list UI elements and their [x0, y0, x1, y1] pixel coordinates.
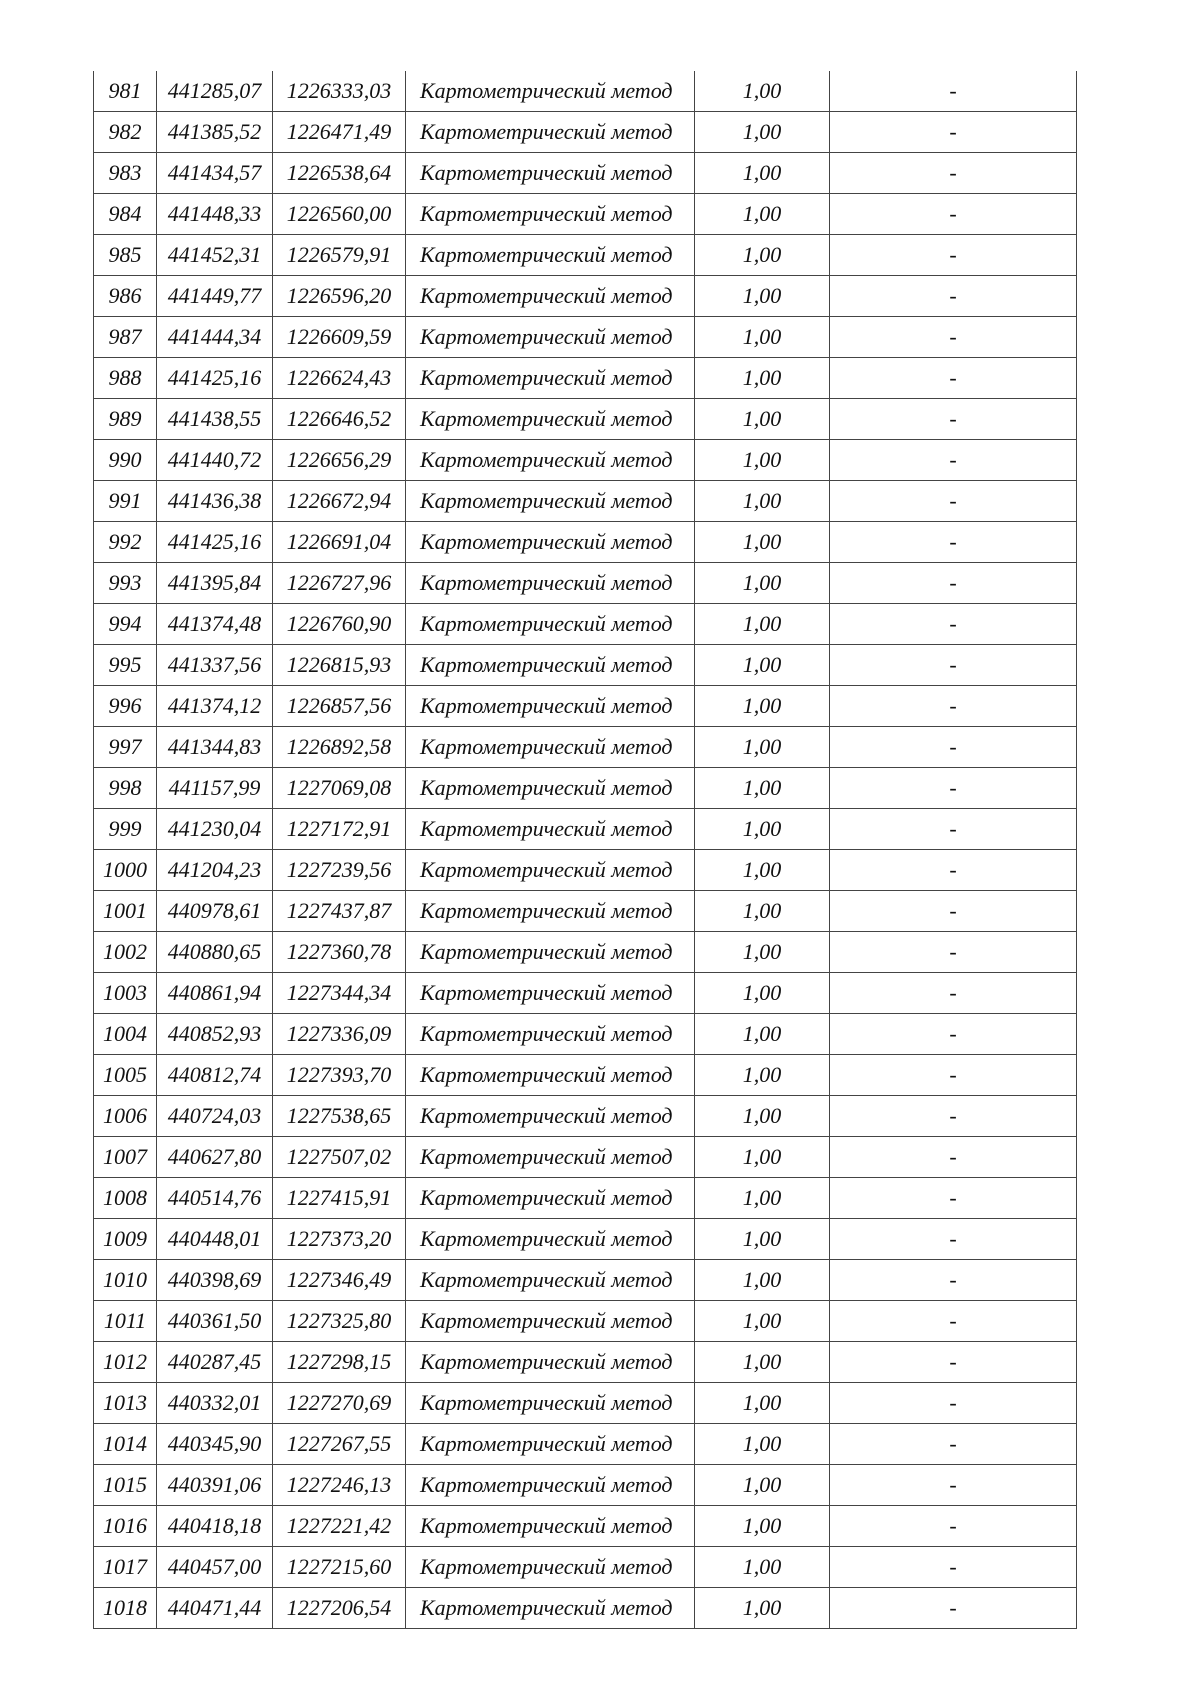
point-number-cell: 1016 [94, 1506, 157, 1547]
note-cell: - [830, 1465, 1077, 1506]
y-coordinate-cell: 1227538,65 [273, 1096, 406, 1137]
accuracy-cell: 1,00 [695, 932, 830, 973]
note-cell: - [830, 440, 1077, 481]
y-coordinate-cell: 1227215,60 [273, 1547, 406, 1588]
y-coordinate-cell: 1227270,69 [273, 1383, 406, 1424]
y-coordinate-cell: 1227325,80 [273, 1301, 406, 1342]
note-cell: - [830, 1219, 1077, 1260]
y-coordinate-cell: 1227221,42 [273, 1506, 406, 1547]
x-coordinate-cell: 441230,04 [157, 809, 273, 850]
accuracy-cell: 1,00 [695, 440, 830, 481]
table-row [94, 1424, 1077, 1465]
y-coordinate-cell: 1227239,56 [273, 850, 406, 891]
accuracy-cell: 1,00 [695, 1383, 830, 1424]
method-cell: Картометрический метод [406, 358, 695, 399]
x-coordinate-cell: 440391,06 [157, 1465, 273, 1506]
accuracy-cell: 1,00 [695, 1014, 830, 1055]
y-coordinate-cell: 1226672,94 [273, 481, 406, 522]
method-cell: Картометрический метод [406, 1260, 695, 1301]
point-number-cell: 987 [94, 317, 157, 358]
method-cell: Картометрический метод [406, 727, 695, 768]
note-cell: - [830, 1588, 1077, 1629]
y-coordinate-cell: 1226815,93 [273, 645, 406, 686]
table-row [94, 276, 1077, 317]
table-row [94, 194, 1077, 235]
point-number-cell: 1007 [94, 1137, 157, 1178]
note-cell: - [830, 809, 1077, 850]
note-cell: - [830, 932, 1077, 973]
accuracy-cell: 1,00 [695, 112, 830, 153]
accuracy-cell: 1,00 [695, 522, 830, 563]
table-row [94, 1055, 1077, 1096]
table-row [94, 645, 1077, 686]
point-number-cell: 984 [94, 194, 157, 235]
note-cell: - [830, 399, 1077, 440]
accuracy-cell: 1,00 [695, 768, 830, 809]
y-coordinate-cell: 1226579,91 [273, 235, 406, 276]
method-cell: Картометрический метод [406, 1096, 695, 1137]
point-number-cell: 988 [94, 358, 157, 399]
accuracy-cell: 1,00 [695, 727, 830, 768]
accuracy-cell: 1,00 [695, 1424, 830, 1465]
point-number-cell: 1001 [94, 891, 157, 932]
y-coordinate-cell: 1227246,13 [273, 1465, 406, 1506]
table-row [94, 604, 1077, 645]
point-number-cell: 989 [94, 399, 157, 440]
y-coordinate-cell: 1227267,55 [273, 1424, 406, 1465]
method-cell: Картометрический метод [406, 1055, 695, 1096]
y-coordinate-cell: 1227172,91 [273, 809, 406, 850]
x-coordinate-cell: 440361,50 [157, 1301, 273, 1342]
note-cell: - [830, 1301, 1077, 1342]
y-coordinate-cell: 1226646,52 [273, 399, 406, 440]
method-cell: Картометрический метод [406, 645, 695, 686]
table-row [94, 440, 1077, 481]
accuracy-cell: 1,00 [695, 399, 830, 440]
y-coordinate-cell: 1227344,34 [273, 973, 406, 1014]
table-row [94, 973, 1077, 1014]
x-coordinate-cell: 441438,55 [157, 399, 273, 440]
method-cell: Картометрический метод [406, 153, 695, 194]
y-coordinate-cell: 1227298,15 [273, 1342, 406, 1383]
table-row [94, 1506, 1077, 1547]
y-coordinate-cell: 1226560,00 [273, 194, 406, 235]
note-cell: - [830, 194, 1077, 235]
table-row [94, 1465, 1077, 1506]
x-coordinate-cell: 440812,74 [157, 1055, 273, 1096]
method-cell: Картометрический метод [406, 809, 695, 850]
y-coordinate-cell: 1226609,59 [273, 317, 406, 358]
point-number-cell: 1012 [94, 1342, 157, 1383]
y-coordinate-cell: 1227360,78 [273, 932, 406, 973]
table-row [94, 563, 1077, 604]
x-coordinate-cell: 441204,23 [157, 850, 273, 891]
table-row [94, 481, 1077, 522]
method-cell: Картометрический метод [406, 932, 695, 973]
y-coordinate-cell: 1226857,56 [273, 686, 406, 727]
method-cell: Картометрический метод [406, 563, 695, 604]
table-row [94, 71, 1077, 112]
x-coordinate-cell: 440418,18 [157, 1506, 273, 1547]
accuracy-cell: 1,00 [695, 276, 830, 317]
method-cell: Картометрический метод [406, 1178, 695, 1219]
accuracy-cell: 1,00 [695, 891, 830, 932]
x-coordinate-cell: 441374,12 [157, 686, 273, 727]
table-row [94, 932, 1077, 973]
method-cell: Картометрический метод [406, 1137, 695, 1178]
x-coordinate-cell: 441157,99 [157, 768, 273, 809]
y-coordinate-cell: 1227069,08 [273, 768, 406, 809]
table-row [94, 1137, 1077, 1178]
note-cell: - [830, 891, 1077, 932]
method-cell: Картометрический метод [406, 71, 695, 112]
method-cell: Картометрический метод [406, 522, 695, 563]
y-coordinate-cell: 1226538,64 [273, 153, 406, 194]
point-number-cell: 1008 [94, 1178, 157, 1219]
note-cell: - [830, 1383, 1077, 1424]
accuracy-cell: 1,00 [695, 71, 830, 112]
accuracy-cell: 1,00 [695, 1096, 830, 1137]
method-cell: Картометрический метод [406, 276, 695, 317]
note-cell: - [830, 153, 1077, 194]
x-coordinate-cell: 440332,01 [157, 1383, 273, 1424]
accuracy-cell: 1,00 [695, 645, 830, 686]
x-coordinate-cell: 440861,94 [157, 973, 273, 1014]
note-cell: - [830, 1096, 1077, 1137]
x-coordinate-cell: 441425,16 [157, 522, 273, 563]
table-row [94, 1096, 1077, 1137]
x-coordinate-cell: 441436,38 [157, 481, 273, 522]
y-coordinate-cell: 1226727,96 [273, 563, 406, 604]
y-coordinate-cell: 1226333,03 [273, 71, 406, 112]
x-coordinate-cell: 441444,34 [157, 317, 273, 358]
point-number-cell: 995 [94, 645, 157, 686]
note-cell: - [830, 1014, 1077, 1055]
point-number-cell: 997 [94, 727, 157, 768]
accuracy-cell: 1,00 [695, 153, 830, 194]
accuracy-cell: 1,00 [695, 1301, 830, 1342]
point-number-cell: 994 [94, 604, 157, 645]
y-coordinate-cell: 1227393,70 [273, 1055, 406, 1096]
method-cell: Картометрический метод [406, 1588, 695, 1629]
y-coordinate-cell: 1226691,04 [273, 522, 406, 563]
point-number-cell: 1009 [94, 1219, 157, 1260]
point-number-cell: 1003 [94, 973, 157, 1014]
point-number-cell: 1017 [94, 1547, 157, 1588]
point-number-cell: 993 [94, 563, 157, 604]
x-coordinate-cell: 441434,57 [157, 153, 273, 194]
accuracy-cell: 1,00 [695, 1260, 830, 1301]
point-number-cell: 999 [94, 809, 157, 850]
accuracy-cell: 1,00 [695, 1137, 830, 1178]
table-row [94, 153, 1077, 194]
accuracy-cell: 1,00 [695, 563, 830, 604]
y-coordinate-cell: 1227346,49 [273, 1260, 406, 1301]
point-number-cell: 1015 [94, 1465, 157, 1506]
method-cell: Картометрический метод [406, 1342, 695, 1383]
note-cell: - [830, 1342, 1077, 1383]
note-cell: - [830, 317, 1077, 358]
note-cell: - [830, 686, 1077, 727]
method-cell: Картометрический метод [406, 399, 695, 440]
accuracy-cell: 1,00 [695, 1342, 830, 1383]
point-number-cell: 992 [94, 522, 157, 563]
table-row [94, 1014, 1077, 1055]
method-cell: Картометрический метод [406, 235, 695, 276]
point-number-cell: 983 [94, 153, 157, 194]
table-row [94, 1547, 1077, 1588]
method-cell: Картометрический метод [406, 604, 695, 645]
point-number-cell: 1010 [94, 1260, 157, 1301]
table-row [94, 1178, 1077, 1219]
method-cell: Картометрический метод [406, 194, 695, 235]
accuracy-cell: 1,00 [695, 686, 830, 727]
accuracy-cell: 1,00 [695, 1547, 830, 1588]
table-row [94, 768, 1077, 809]
x-coordinate-cell: 441285,07 [157, 71, 273, 112]
method-cell: Картометрический метод [406, 1547, 695, 1588]
accuracy-cell: 1,00 [695, 850, 830, 891]
table-row [94, 235, 1077, 276]
point-number-cell: 1014 [94, 1424, 157, 1465]
method-cell: Картометрический метод [406, 1301, 695, 1342]
point-number-cell: 1018 [94, 1588, 157, 1629]
note-cell: - [830, 563, 1077, 604]
x-coordinate-cell: 440471,44 [157, 1588, 273, 1629]
y-coordinate-cell: 1227373,20 [273, 1219, 406, 1260]
y-coordinate-cell: 1226471,49 [273, 112, 406, 153]
accuracy-cell: 1,00 [695, 317, 830, 358]
table-row [94, 522, 1077, 563]
x-coordinate-cell: 440287,45 [157, 1342, 273, 1383]
accuracy-cell: 1,00 [695, 1506, 830, 1547]
note-cell: - [830, 71, 1077, 112]
x-coordinate-cell: 441425,16 [157, 358, 273, 399]
method-cell: Картометрический метод [406, 686, 695, 727]
note-cell: - [830, 522, 1077, 563]
table-row [94, 850, 1077, 891]
y-coordinate-cell: 1226760,90 [273, 604, 406, 645]
accuracy-cell: 1,00 [695, 1588, 830, 1629]
y-coordinate-cell: 1226596,20 [273, 276, 406, 317]
note-cell: - [830, 604, 1077, 645]
accuracy-cell: 1,00 [695, 481, 830, 522]
y-coordinate-cell: 1226624,43 [273, 358, 406, 399]
x-coordinate-cell: 440345,90 [157, 1424, 273, 1465]
method-cell: Картометрический метод [406, 1506, 695, 1547]
table-row [94, 358, 1077, 399]
table-row [94, 727, 1077, 768]
method-cell: Картометрический метод [406, 973, 695, 1014]
accuracy-cell: 1,00 [695, 1219, 830, 1260]
accuracy-cell: 1,00 [695, 358, 830, 399]
point-number-cell: 1000 [94, 850, 157, 891]
coordinates-table [93, 71, 1077, 1629]
table-row [94, 112, 1077, 153]
note-cell: - [830, 1506, 1077, 1547]
point-number-cell: 981 [94, 71, 157, 112]
x-coordinate-cell: 441449,77 [157, 276, 273, 317]
method-cell: Картометрический метод [406, 1465, 695, 1506]
x-coordinate-cell: 441385,52 [157, 112, 273, 153]
accuracy-cell: 1,00 [695, 235, 830, 276]
note-cell: - [830, 727, 1077, 768]
x-coordinate-cell: 440724,03 [157, 1096, 273, 1137]
method-cell: Картометрический метод [406, 1383, 695, 1424]
table-row [94, 1301, 1077, 1342]
note-cell: - [830, 1424, 1077, 1465]
note-cell: - [830, 481, 1077, 522]
table-row [94, 686, 1077, 727]
note-cell: - [830, 1137, 1077, 1178]
x-coordinate-cell: 440514,76 [157, 1178, 273, 1219]
accuracy-cell: 1,00 [695, 194, 830, 235]
x-coordinate-cell: 441337,56 [157, 645, 273, 686]
method-cell: Картометрический метод [406, 768, 695, 809]
x-coordinate-cell: 440852,93 [157, 1014, 273, 1055]
x-coordinate-cell: 441344,83 [157, 727, 273, 768]
point-number-cell: 982 [94, 112, 157, 153]
note-cell: - [830, 1260, 1077, 1301]
method-cell: Картометрический метод [406, 440, 695, 481]
point-number-cell: 1006 [94, 1096, 157, 1137]
y-coordinate-cell: 1227206,54 [273, 1588, 406, 1629]
table-row [94, 1342, 1077, 1383]
note-cell: - [830, 112, 1077, 153]
accuracy-cell: 1,00 [695, 973, 830, 1014]
point-number-cell: 986 [94, 276, 157, 317]
point-number-cell: 985 [94, 235, 157, 276]
point-number-cell: 1002 [94, 932, 157, 973]
method-cell: Картометрический метод [406, 850, 695, 891]
note-cell: - [830, 973, 1077, 1014]
point-number-cell: 996 [94, 686, 157, 727]
x-coordinate-cell: 440448,01 [157, 1219, 273, 1260]
method-cell: Картометрический метод [406, 891, 695, 932]
y-coordinate-cell: 1226892,58 [273, 727, 406, 768]
accuracy-cell: 1,00 [695, 1055, 830, 1096]
note-cell: - [830, 235, 1077, 276]
note-cell: - [830, 768, 1077, 809]
y-coordinate-cell: 1227437,87 [273, 891, 406, 932]
point-number-cell: 1013 [94, 1383, 157, 1424]
table-row [94, 399, 1077, 440]
accuracy-cell: 1,00 [695, 1465, 830, 1506]
method-cell: Картометрический метод [406, 1014, 695, 1055]
table-row [94, 891, 1077, 932]
table-row [94, 1260, 1077, 1301]
x-coordinate-cell: 441448,33 [157, 194, 273, 235]
point-number-cell: 1005 [94, 1055, 157, 1096]
method-cell: Картометрический метод [406, 112, 695, 153]
method-cell: Картометрический метод [406, 317, 695, 358]
table-row [94, 1219, 1077, 1260]
x-coordinate-cell: 441395,84 [157, 563, 273, 604]
note-cell: - [830, 850, 1077, 891]
table-row [94, 809, 1077, 850]
x-coordinate-cell: 440978,61 [157, 891, 273, 932]
y-coordinate-cell: 1227507,02 [273, 1137, 406, 1178]
note-cell: - [830, 1547, 1077, 1588]
accuracy-cell: 1,00 [695, 1178, 830, 1219]
method-cell: Картометрический метод [406, 481, 695, 522]
point-number-cell: 1004 [94, 1014, 157, 1055]
x-coordinate-cell: 440457,00 [157, 1547, 273, 1588]
note-cell: - [830, 1178, 1077, 1219]
point-number-cell: 990 [94, 440, 157, 481]
x-coordinate-cell: 441440,72 [157, 440, 273, 481]
coordinates-table-body [94, 71, 1077, 1629]
table-row [94, 1588, 1077, 1629]
x-coordinate-cell: 441452,31 [157, 235, 273, 276]
note-cell: - [830, 1055, 1077, 1096]
accuracy-cell: 1,00 [695, 604, 830, 645]
x-coordinate-cell: 440627,80 [157, 1137, 273, 1178]
method-cell: Картометрический метод [406, 1424, 695, 1465]
note-cell: - [830, 358, 1077, 399]
point-number-cell: 998 [94, 768, 157, 809]
point-number-cell: 1011 [94, 1301, 157, 1342]
note-cell: - [830, 276, 1077, 317]
point-number-cell: 991 [94, 481, 157, 522]
y-coordinate-cell: 1226656,29 [273, 440, 406, 481]
x-coordinate-cell: 440398,69 [157, 1260, 273, 1301]
table-row [94, 1383, 1077, 1424]
table-row [94, 317, 1077, 358]
y-coordinate-cell: 1227336,09 [273, 1014, 406, 1055]
y-coordinate-cell: 1227415,91 [273, 1178, 406, 1219]
note-cell: - [830, 645, 1077, 686]
accuracy-cell: 1,00 [695, 809, 830, 850]
x-coordinate-cell: 440880,65 [157, 932, 273, 973]
x-coordinate-cell: 441374,48 [157, 604, 273, 645]
method-cell: Картометрический метод [406, 1219, 695, 1260]
